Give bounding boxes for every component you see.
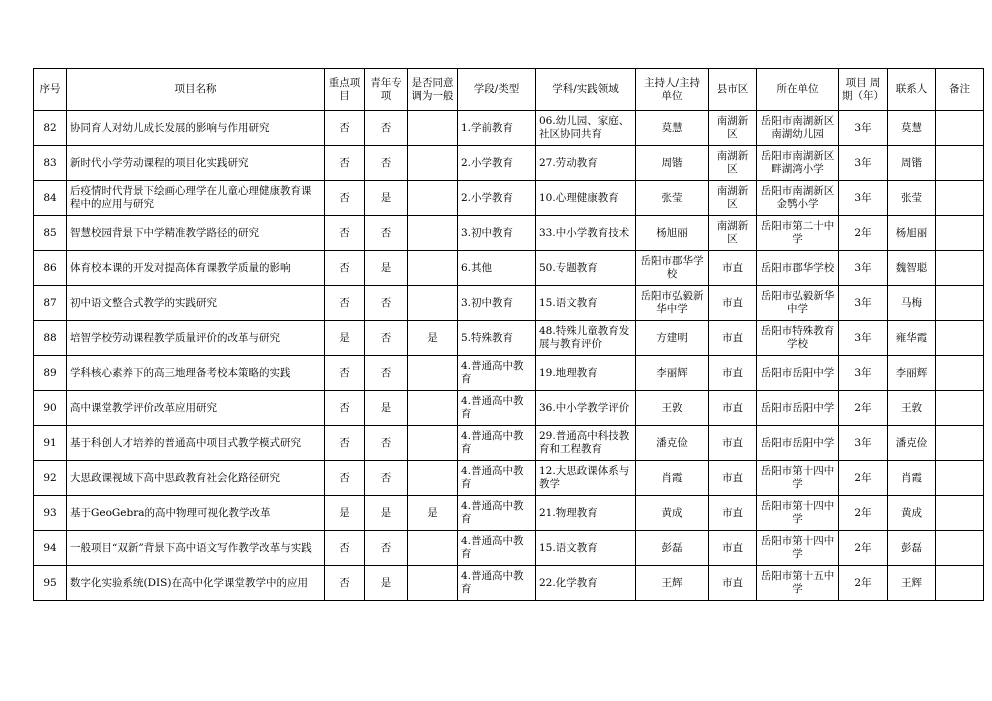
project-name-cell: 新时代小学劳动课程的项目化实践研究 [67, 146, 325, 181]
downgrade-consent-cell [408, 391, 458, 426]
project-name-cell: 智慧校园背景下中学精准教学路径的研究 [67, 216, 325, 251]
youth-project-cell: 否 [365, 286, 408, 321]
unit-cell: 岳阳市第十四中学 [757, 531, 839, 566]
key-project-cell: 否 [325, 286, 365, 321]
unit-cell: 岳阳市第十四中学 [757, 461, 839, 496]
remark-cell [936, 111, 984, 146]
header-cell: 学科/实践领域 [536, 69, 636, 111]
host-cell: 黄成 [636, 496, 709, 531]
seq-cell: 82 [34, 111, 67, 146]
subject-field-cell: 50.专题教育 [536, 251, 636, 286]
host-cell: 李丽辉 [636, 356, 709, 391]
subject-field-cell: 48.特殊儿童教育发展与教育评价 [536, 321, 636, 356]
subject-field-cell: 06.幼儿园、家庭、社区协同共育 [536, 111, 636, 146]
youth-project-cell: 否 [365, 426, 408, 461]
unit-cell: 岳阳市特殊教育学校 [757, 321, 839, 356]
stage-type-cell: 2.小学教育 [458, 146, 536, 181]
header-cell: 主持人/主持单位 [636, 69, 709, 111]
stage-type-cell: 3.初中教育 [458, 216, 536, 251]
youth-project-cell: 否 [365, 216, 408, 251]
seq-cell: 84 [34, 181, 67, 216]
stage-type-cell: 4.普通高中教育 [458, 566, 536, 601]
unit-cell: 岳阳市第二十中学 [757, 216, 839, 251]
header-cell: 项目 周期（年） [839, 69, 888, 111]
unit-cell: 岳阳市弘毅新华中学 [757, 286, 839, 321]
header-cell: 重点项目 [325, 69, 365, 111]
unit-cell: 岳阳市南湖新区南湖幼儿园 [757, 111, 839, 146]
seq-cell: 91 [34, 426, 67, 461]
contact-cell: 张莹 [888, 181, 936, 216]
contact-cell: 王敦 [888, 391, 936, 426]
project-name-cell: 数字化实验系统(DIS)在高中化学课堂教学中的应用 [67, 566, 325, 601]
project-name-cell: 基于科创人才培养的普通高中项目式教学模式研究 [67, 426, 325, 461]
unit-cell: 岳阳市南湖新区金鹗小学 [757, 181, 839, 216]
seq-cell: 92 [34, 461, 67, 496]
project-name-cell: 培智学校劳动课程教学质量评价的改革与研究 [67, 321, 325, 356]
unit-cell: 岳阳市南湖新区畔湖湾小学 [757, 146, 839, 181]
table-row [34, 356, 984, 391]
cycle-cell: 3年 [839, 111, 888, 146]
contact-cell: 王辉 [888, 566, 936, 601]
key-project-cell: 否 [325, 566, 365, 601]
downgrade-consent-cell [408, 286, 458, 321]
host-cell: 张莹 [636, 181, 709, 216]
stage-type-cell: 5.特殊教育 [458, 321, 536, 356]
table-row [34, 391, 984, 426]
table-row [34, 461, 984, 496]
host-cell: 肖霞 [636, 461, 709, 496]
contact-cell: 李丽辉 [888, 356, 936, 391]
contact-cell: 马梅 [888, 286, 936, 321]
county-cell: 南湖新区 [709, 216, 757, 251]
cycle-cell: 3年 [839, 426, 888, 461]
subject-field-cell: 36.中小学教学评价 [536, 391, 636, 426]
remark-cell [936, 216, 984, 251]
downgrade-consent-cell [408, 461, 458, 496]
youth-project-cell: 是 [365, 391, 408, 426]
stage-type-cell: 4.普通高中教育 [458, 391, 536, 426]
table-row [34, 111, 984, 146]
header-cell: 所在单位 [757, 69, 839, 111]
county-cell: 市直 [709, 391, 757, 426]
county-cell: 市直 [709, 321, 757, 356]
header-cell: 联系人 [888, 69, 936, 111]
cycle-cell: 2年 [839, 531, 888, 566]
project-table-container [33, 68, 984, 601]
stage-type-cell: 4.普通高中教育 [458, 426, 536, 461]
seq-cell: 86 [34, 251, 67, 286]
unit-cell: 岳阳市第十四中学 [757, 496, 839, 531]
county-cell: 市直 [709, 566, 757, 601]
table-header [34, 69, 984, 111]
key-project-cell: 是 [325, 496, 365, 531]
project-name-cell: 学科核心素养下的高三地理备考校本策略的实践 [67, 356, 325, 391]
host-cell: 王辉 [636, 566, 709, 601]
project-name-cell: 基于GeoGebra的高中物理可视化教学改革 [67, 496, 325, 531]
subject-field-cell: 12.大思政课体系与教学 [536, 461, 636, 496]
header-cell: 是否同意调为一般 [408, 69, 458, 111]
table-row [34, 566, 984, 601]
key-project-cell: 否 [325, 216, 365, 251]
remark-cell [936, 146, 984, 181]
table-row [34, 286, 984, 321]
downgrade-consent-cell: 是 [408, 496, 458, 531]
subject-field-cell: 10.心理健康教育 [536, 181, 636, 216]
table-row [34, 216, 984, 251]
cycle-cell: 2年 [839, 391, 888, 426]
downgrade-consent-cell [408, 566, 458, 601]
table-body [34, 111, 984, 601]
cycle-cell: 2年 [839, 216, 888, 251]
seq-cell: 95 [34, 566, 67, 601]
cycle-cell: 3年 [839, 251, 888, 286]
subject-field-cell: 21.物理教育 [536, 496, 636, 531]
project-name-cell: 一般项目“双新”背景下高中语文写作教学改革与实践 [67, 531, 325, 566]
key-project-cell: 否 [325, 461, 365, 496]
host-cell: 方建明 [636, 321, 709, 356]
youth-project-cell: 否 [365, 321, 408, 356]
table-row [34, 321, 984, 356]
cycle-cell: 3年 [839, 286, 888, 321]
youth-project-cell: 否 [365, 531, 408, 566]
cycle-cell: 3年 [839, 356, 888, 391]
key-project-cell: 否 [325, 531, 365, 566]
seq-cell: 94 [34, 531, 67, 566]
table-row [34, 251, 984, 286]
unit-cell: 岳阳市岳阳中学 [757, 426, 839, 461]
stage-type-cell: 4.普通高中教育 [458, 356, 536, 391]
key-project-cell: 否 [325, 181, 365, 216]
youth-project-cell: 是 [365, 181, 408, 216]
seq-cell: 88 [34, 321, 67, 356]
table-row [34, 496, 984, 531]
unit-cell: 岳阳市岳阳中学 [757, 356, 839, 391]
downgrade-consent-cell [408, 426, 458, 461]
stage-type-cell: 1.学前教育 [458, 111, 536, 146]
stage-type-cell: 3.初中教育 [458, 286, 536, 321]
contact-cell: 魏智聪 [888, 251, 936, 286]
county-cell: 南湖新区 [709, 181, 757, 216]
contact-cell: 雍华霞 [888, 321, 936, 356]
remark-cell [936, 461, 984, 496]
remark-cell [936, 531, 984, 566]
youth-project-cell: 是 [365, 496, 408, 531]
table-row [34, 146, 984, 181]
remark-cell [936, 496, 984, 531]
seq-cell: 83 [34, 146, 67, 181]
subject-field-cell: 19.地理教育 [536, 356, 636, 391]
stage-type-cell: 4.普通高中教育 [458, 496, 536, 531]
downgrade-consent-cell [408, 251, 458, 286]
key-project-cell: 否 [325, 391, 365, 426]
county-cell: 市直 [709, 426, 757, 461]
cycle-cell: 2年 [839, 566, 888, 601]
downgrade-consent-cell: 是 [408, 321, 458, 356]
seq-cell: 87 [34, 286, 67, 321]
seq-cell: 93 [34, 496, 67, 531]
remark-cell [936, 321, 984, 356]
downgrade-consent-cell [408, 531, 458, 566]
stage-type-cell: 4.普通高中教育 [458, 531, 536, 566]
project-name-cell: 后疫情时代背景下绘画心理学在儿童心理健康教育课程中的应用与研究 [67, 181, 325, 216]
table-row [34, 426, 984, 461]
stage-type-cell: 4.普通高中教育 [458, 461, 536, 496]
subject-field-cell: 22.化学教育 [536, 566, 636, 601]
youth-project-cell: 否 [365, 146, 408, 181]
youth-project-cell: 否 [365, 356, 408, 391]
downgrade-consent-cell [408, 111, 458, 146]
cycle-cell: 3年 [839, 321, 888, 356]
unit-cell: 岳阳市岳阳中学 [757, 391, 839, 426]
subject-field-cell: 15.语文教育 [536, 531, 636, 566]
host-cell: 彭磊 [636, 531, 709, 566]
seq-cell: 90 [34, 391, 67, 426]
header-row [34, 69, 984, 111]
county-cell: 市直 [709, 531, 757, 566]
downgrade-consent-cell [408, 356, 458, 391]
county-cell: 南湖新区 [709, 146, 757, 181]
unit-cell: 岳阳市第十五中学 [757, 566, 839, 601]
project-name-cell: 体育校本课的开发对提高体育课教学质量的影响 [67, 251, 325, 286]
downgrade-consent-cell [408, 181, 458, 216]
stage-type-cell: 6.其他 [458, 251, 536, 286]
remark-cell [936, 181, 984, 216]
remark-cell [936, 391, 984, 426]
subject-field-cell: 33.中小学教育技术 [536, 216, 636, 251]
key-project-cell: 否 [325, 251, 365, 286]
youth-project-cell: 是 [365, 566, 408, 601]
county-cell: 市直 [709, 496, 757, 531]
contact-cell: 潘克俭 [888, 426, 936, 461]
remark-cell [936, 251, 984, 286]
county-cell: 南湖新区 [709, 111, 757, 146]
key-project-cell: 否 [325, 426, 365, 461]
host-cell: 杨旭丽 [636, 216, 709, 251]
key-project-cell: 是 [325, 321, 365, 356]
remark-cell [936, 286, 984, 321]
key-project-cell: 否 [325, 356, 365, 391]
host-cell: 岳阳市弘毅新华中学 [636, 286, 709, 321]
cycle-cell: 3年 [839, 146, 888, 181]
seq-cell: 89 [34, 356, 67, 391]
cycle-cell: 2年 [839, 496, 888, 531]
header-cell: 备注 [936, 69, 984, 111]
county-cell: 市直 [709, 286, 757, 321]
host-cell: 莫慧 [636, 111, 709, 146]
subject-field-cell: 15.语文教育 [536, 286, 636, 321]
table-row [34, 531, 984, 566]
project-name-cell: 协同育人对幼儿成长发展的影响与作用研究 [67, 111, 325, 146]
header-cell: 序号 [34, 69, 67, 111]
downgrade-consent-cell [408, 146, 458, 181]
youth-project-cell: 否 [365, 461, 408, 496]
header-cell: 项目名称 [67, 69, 325, 111]
downgrade-consent-cell [408, 216, 458, 251]
host-cell: 岳阳市郡华学校 [636, 251, 709, 286]
project-name-cell: 初中语文整合式教学的实践研究 [67, 286, 325, 321]
project-name-cell: 高中课堂教学评价改革应用研究 [67, 391, 325, 426]
contact-cell: 杨旭丽 [888, 216, 936, 251]
youth-project-cell: 是 [365, 251, 408, 286]
key-project-cell: 否 [325, 111, 365, 146]
host-cell: 周锴 [636, 146, 709, 181]
remark-cell [936, 356, 984, 391]
contact-cell: 彭磊 [888, 531, 936, 566]
remark-cell [936, 566, 984, 601]
seq-cell: 85 [34, 216, 67, 251]
header-cell: 县市区 [709, 69, 757, 111]
contact-cell: 黄成 [888, 496, 936, 531]
remark-cell [936, 426, 984, 461]
subject-field-cell: 29.普通高中科技教育和工程教育 [536, 426, 636, 461]
cycle-cell: 3年 [839, 181, 888, 216]
project-name-cell: 大思政课视域下高中思政教育社会化路径研究 [67, 461, 325, 496]
host-cell: 王敦 [636, 391, 709, 426]
contact-cell: 周锴 [888, 146, 936, 181]
contact-cell: 莫慧 [888, 111, 936, 146]
header-cell: 青年专项 [365, 69, 408, 111]
county-cell: 市直 [709, 356, 757, 391]
unit-cell: 岳阳市郡华学校 [757, 251, 839, 286]
contact-cell: 肖霞 [888, 461, 936, 496]
county-cell: 市直 [709, 461, 757, 496]
header-cell: 学段/类型 [458, 69, 536, 111]
stage-type-cell: 2.小学教育 [458, 181, 536, 216]
table-row [34, 181, 984, 216]
key-project-cell: 否 [325, 146, 365, 181]
project-table [33, 68, 984, 601]
host-cell: 潘克俭 [636, 426, 709, 461]
county-cell: 市直 [709, 251, 757, 286]
youth-project-cell: 否 [365, 111, 408, 146]
subject-field-cell: 27.劳动教育 [536, 146, 636, 181]
cycle-cell: 2年 [839, 461, 888, 496]
